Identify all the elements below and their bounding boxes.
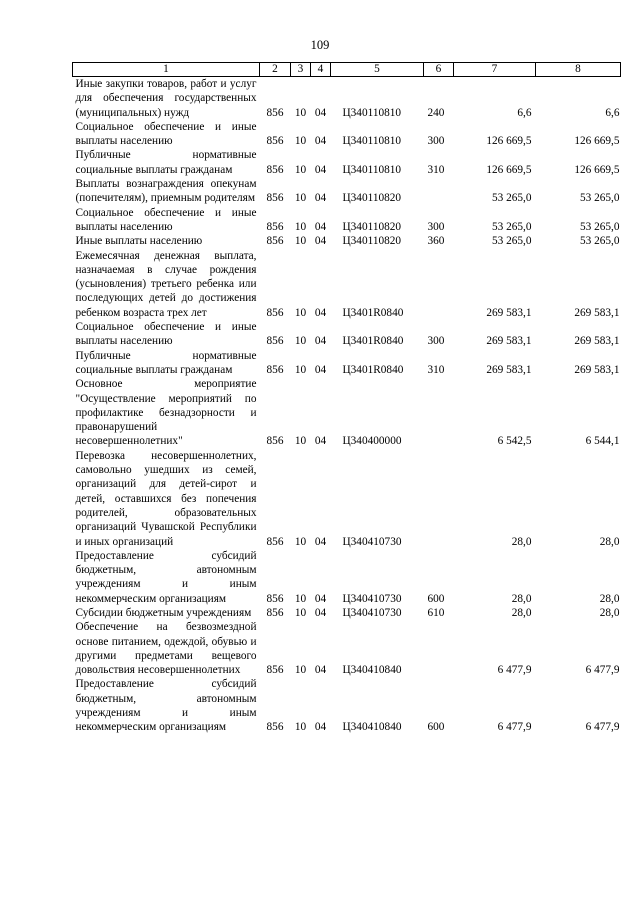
- row-amount-1: 6,6: [517, 106, 532, 119]
- row-code-rz: 10: [294, 306, 307, 319]
- row-code-rz: 10: [294, 135, 307, 148]
- row-code-csr: Ц340410730: [342, 606, 402, 619]
- column-header: 7: [454, 63, 536, 77]
- row-code-gr: 856: [266, 192, 284, 205]
- row-name: Предоставление субсидий бюджетным, автономным учреждениям и иным некоммерческим организациям: [75, 678, 257, 734]
- row-code-gr: 856: [266, 721, 284, 734]
- row-code-pr: 04: [314, 192, 327, 205]
- row-code-pr: 04: [314, 163, 327, 176]
- row-code-rz: 10: [294, 535, 307, 548]
- row-amount-1: 53 265,0: [491, 220, 532, 233]
- row-code-rz: 10: [294, 721, 307, 734]
- row-amount-1: 6 542,5: [497, 435, 532, 448]
- table-row: [73, 677, 621, 734]
- row-code-rz: 10: [294, 163, 307, 176]
- row-code-pr: 04: [314, 435, 327, 448]
- row-code-gr: 856: [266, 335, 284, 348]
- column-numbers-row: [73, 63, 621, 77]
- column-header: 5: [331, 63, 424, 77]
- row-amount-2: 28,0: [599, 606, 620, 619]
- row-code-rz: 10: [294, 435, 307, 448]
- row-code-gr: 856: [266, 220, 284, 233]
- column-header: 4: [311, 63, 331, 77]
- row-code-csr: Ц340110810: [342, 106, 402, 119]
- table-row: [73, 120, 621, 149]
- row-amount-2: 53 265,0: [579, 235, 620, 248]
- row-code-vr: [424, 620, 454, 677]
- row-code-rz: 10: [294, 606, 307, 619]
- row-name: Субсидии бюджетным учреждениям: [75, 606, 252, 619]
- row-code-gr: 856: [266, 235, 284, 248]
- row-code-csr: Ц3401R0840: [342, 306, 404, 319]
- row-amount-2: 6 477,9: [585, 664, 620, 677]
- table-row: [73, 449, 621, 549]
- row-amount-1: 28,0: [511, 606, 532, 619]
- table-row: [73, 206, 621, 235]
- row-code-csr: Ц340110820: [342, 220, 402, 233]
- table-row: [73, 349, 621, 378]
- row-amount-2: 28,0: [599, 592, 620, 605]
- row-amount-1: 126 669,5: [486, 135, 532, 148]
- row-code-rz: 10: [294, 592, 307, 605]
- row-name: Публичные нормативные социальные выплаты гражданам: [75, 149, 257, 176]
- row-code-rz: 10: [294, 363, 307, 376]
- row-code-vr: 310: [427, 163, 445, 176]
- row-name: Основное мероприятие "Осуществление мероприятий по профилактике безнадзорности и правонарушений несовершеннолетних": [75, 378, 257, 448]
- row-code-rz: 10: [294, 106, 307, 119]
- row-code-csr: Ц340110820: [342, 235, 402, 248]
- row-code-pr: 04: [314, 664, 327, 677]
- table-row: [73, 320, 621, 349]
- row-code-vr: 300: [427, 335, 445, 348]
- row-amount-2: 269 583,1: [574, 306, 620, 319]
- row-name: Выплаты вознаграждения опекунам (попечителям), приемным родителям: [75, 178, 257, 205]
- row-code-csr: Ц340410730: [342, 535, 402, 548]
- row-code-csr: Ц340110820: [342, 192, 402, 205]
- row-name: Предоставление субсидий бюджетным, автономным учреждениям и иным некоммерческим организациям: [75, 549, 257, 605]
- row-amount-1: 28,0: [511, 535, 532, 548]
- row-code-pr: 04: [314, 220, 327, 233]
- row-code-pr: 04: [314, 721, 327, 734]
- row-code-csr: Ц340110810: [342, 135, 402, 148]
- row-code-rz: 10: [294, 235, 307, 248]
- row-name: Иные выплаты населению: [75, 235, 203, 248]
- row-name: Социальное обеспечение и иные выплаты населению: [75, 206, 257, 233]
- row-code-pr: 04: [314, 363, 327, 376]
- row-name: Социальное обеспечение и иные выплаты населению: [75, 321, 257, 348]
- row-code-rz: 10: [294, 220, 307, 233]
- row-code-vr: 240: [427, 106, 445, 119]
- row-name: Публичные нормативные социальные выплаты гражданам: [75, 349, 257, 376]
- row-code-gr: 856: [266, 606, 284, 619]
- row-amount-2: 6 544,1: [585, 435, 620, 448]
- row-code-csr: Ц3401R0840: [342, 363, 404, 376]
- row-code-gr: 856: [266, 106, 284, 119]
- row-code-gr: 856: [266, 435, 284, 448]
- row-code-vr: 610: [427, 606, 445, 619]
- row-code-gr: 856: [266, 135, 284, 148]
- row-code-csr: Ц340110810: [342, 163, 402, 176]
- table-row: [73, 620, 621, 677]
- row-code-gr: 856: [266, 163, 284, 176]
- row-code-csr: Ц340410840: [342, 664, 402, 677]
- row-amount-2: 6 477,9: [585, 721, 620, 734]
- column-header: 1: [73, 63, 260, 77]
- row-code-pr: 04: [314, 592, 327, 605]
- table-row: [73, 606, 621, 620]
- row-amount-1: 126 669,5: [486, 163, 532, 176]
- row-code-vr: [424, 377, 454, 448]
- row-amount-2: 28,0: [599, 535, 620, 548]
- row-code-vr: [424, 449, 454, 549]
- row-code-pr: 04: [314, 235, 327, 248]
- row-amount-2: 53 265,0: [579, 192, 620, 205]
- row-amount-2: 53 265,0: [579, 220, 620, 233]
- table-row: [73, 249, 621, 320]
- row-code-pr: 04: [314, 306, 327, 319]
- table-body: [73, 77, 621, 735]
- column-header: 6: [424, 63, 454, 77]
- row-code-vr: 360: [427, 235, 445, 248]
- row-amount-1: 269 583,1: [486, 306, 532, 319]
- row-name: Социальное обеспечение и иные выплаты населению: [75, 120, 257, 148]
- row-code-csr: Ц340410730: [342, 592, 402, 605]
- table-row: [73, 377, 621, 448]
- row-amount-1: 269 583,1: [486, 335, 532, 348]
- row-amount-2: 269 583,1: [574, 363, 620, 376]
- row-code-csr: Ц3401R0840: [342, 335, 404, 348]
- row-code-gr: 856: [266, 592, 284, 605]
- table-header: [73, 63, 621, 77]
- row-code-pr: 04: [314, 606, 327, 619]
- row-name: Обеспечение на безвозмездной основе питанием, одеждой, обувью и другими предметами вещевого довольствия несовершеннолетних: [75, 621, 257, 677]
- row-code-vr: 310: [427, 363, 445, 376]
- row-code-csr: Ц340400000: [342, 435, 402, 448]
- row-code-rz: 10: [294, 192, 307, 205]
- table-row: [73, 234, 621, 248]
- row-amount-1: 6 477,9: [497, 721, 532, 734]
- row-code-csr: Ц340410840: [342, 721, 402, 734]
- column-header: 8: [536, 63, 621, 77]
- row-amount-1: 269 583,1: [486, 363, 532, 376]
- table-row: [73, 177, 621, 206]
- row-amount-2: 269 583,1: [574, 335, 620, 348]
- row-amount-1: 53 265,0: [491, 192, 532, 205]
- row-amount-1: 28,0: [511, 592, 532, 605]
- row-code-pr: 04: [314, 135, 327, 148]
- table-row: [73, 549, 621, 606]
- row-name: Перевозка несовершеннолетних, самовольно ушедших из семей, организаций для детей-сирот и детей, оставшихся без попечения родителей, образовательных организаций Чувашской Республики и иных организаций: [75, 449, 257, 548]
- row-code-rz: 10: [294, 335, 307, 348]
- row-name: Иные закупки товаров, работ и услуг для обеспечения государственных (муниципальных) нужд: [75, 78, 257, 119]
- row-amount-1: 6 477,9: [497, 664, 532, 677]
- row-code-gr: 856: [266, 363, 284, 376]
- row-amount-2: 6,6: [605, 106, 620, 119]
- row-code-pr: 04: [314, 535, 327, 548]
- row-amount-2: 126 669,5: [574, 163, 620, 176]
- row-code-gr: 856: [266, 664, 284, 677]
- row-name: Ежемесячная денежная выплата, назначаемая в случае рождения (усыновления) третьего ребенка или последующих детей до достижения ребенком возраста трех лет: [75, 249, 257, 319]
- row-amount-2: 126 669,5: [574, 135, 620, 148]
- column-header: 3: [291, 63, 311, 77]
- budget-table: [72, 62, 621, 735]
- row-amount-1: 53 265,0: [491, 235, 532, 248]
- row-code-pr: 04: [314, 335, 327, 348]
- row-code-vr: 600: [427, 721, 445, 734]
- row-code-vr: [424, 177, 454, 206]
- row-code-vr: 300: [427, 220, 445, 233]
- row-code-vr: [424, 249, 454, 320]
- row-code-vr: 600: [427, 592, 445, 605]
- row-code-rz: 10: [294, 664, 307, 677]
- table-row: [73, 148, 621, 177]
- column-header: 2: [260, 63, 291, 77]
- row-code-gr: 856: [266, 306, 284, 319]
- row-code-vr: 300: [427, 135, 445, 148]
- table-row: [73, 77, 621, 120]
- row-code-pr: 04: [314, 106, 327, 119]
- page-number: 109: [310, 38, 330, 52]
- row-code-gr: 856: [266, 535, 284, 548]
